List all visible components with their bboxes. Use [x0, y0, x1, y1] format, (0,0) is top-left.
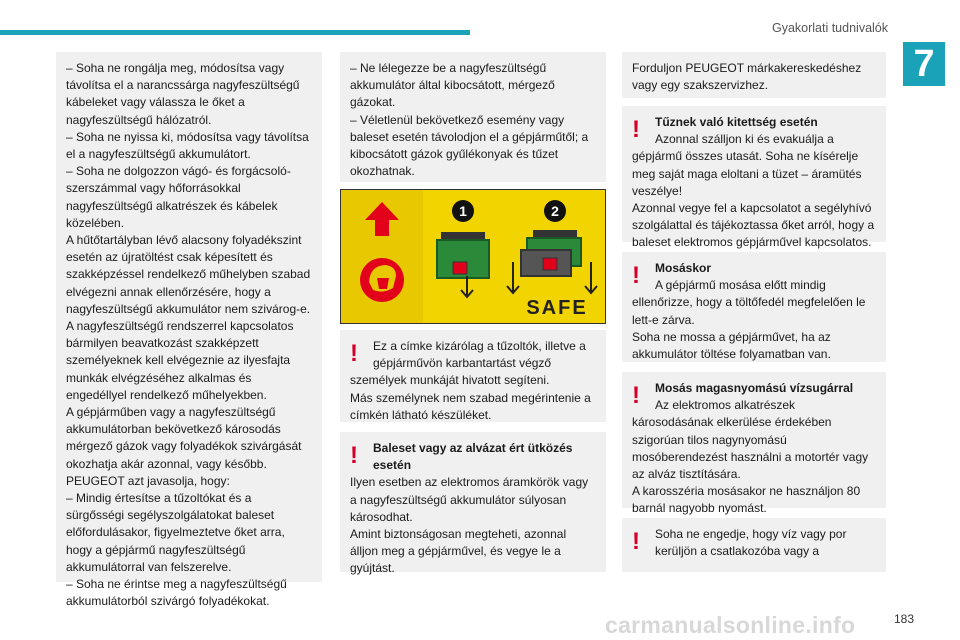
label-right-icons — [423, 190, 605, 323]
warning-icon: ! — [632, 382, 640, 409]
column-1-text: – Soha ne rongálja meg, módosítsa vagy távolítsa el a narancssárga nagyfeszültségű kábeleket vagy válassza le őket a nagyfeszültségű hálózatról. – Soha ne nyissa ki, módosítsa vagy távolítsa el a nagyfeszültségű akkumulátort. – Soha ne dolgozzon vágó- és forgácsoló-szerszámmal vagy hőforrásokkal nagyfeszültségű alkatrészek és kábelek közelében. A hűtőtartályban lévő alacsony folyadékszint esetén az újratöltést csak képesített és szakképzéssel rendelkező műhelyben szabad elvégezni annak ellenőrzésére, hogy a nagyfeszültségű akkumulátor nem szivárog-e. A nagyfeszültségű rendszerrel kapcsolatos bármilyen beavatkozást szakképzett személyeknek kell elvégeznie az ilyesfajta munkák elvégzéséhez alkalmas és engedéllyel rendelkező műhelyekben. A gépjárműben vagy a nagyfeszültségű akkumulátorban bekövetkező károsodás mérgező gázok vagy folyadékok szivárgását okozhatja akár azonnal, vagy később. PEUGEOT azt javasolja, hogy: – Mindig értesítse a tűzoltókat és a sürgősségi segélyszolgálatokat baleset előfordulásakor, figyelmeztetve őket arra, hogy a gépjármű nagyfeszültségű akkumulátorral van felszerelve. – Soha ne érintse meg a nagyfeszültségű akkumulátorból szivárgó folyadékokat. — [66, 61, 311, 609]
warning-title: Mosáskor — [655, 261, 712, 275]
column-3-panel — [622, 52, 886, 98]
badge-1-text: 1 — [459, 203, 467, 219]
warning-icon: ! — [632, 116, 640, 143]
warning-body: gépjármű összes utasát. Soha ne kísérelje meg saját maga eloltani a tüzet – áramütés veszélye! Azonnal vegye fel a kapcsolatot a segélyhívó szolgálattal és tájékoztassa őket arról, hogy a baleset elektromos gépjárművel kapcsolatos. — [632, 149, 875, 250]
label-right-panel — [423, 190, 605, 323]
warning-first-line: Azonnal szálljon ki és evakuálja a — [655, 132, 834, 147]
safe-label-text: SAFE — [526, 297, 588, 319]
warning-first-line: Soha ne engedje, hogy víz vagy por — [655, 527, 847, 541]
warning-body: károsodásának elkerülése érdekében szigorúan tilos nagynyomású mosóberendezést használni a motortér vagy az alváz tisztítására. A karosszéria mosásakor ne használjon 80 barnál nagyobb nyomást. — [632, 415, 869, 516]
warning-washing — [622, 252, 886, 362]
column-1-panel — [56, 52, 322, 609]
header-accent-bar — [0, 30, 470, 35]
connector-plugged-icon — [437, 232, 489, 297]
chapter-badge: 7 — [903, 42, 945, 86]
warning-title: Tűznek való kitettség esetén — [655, 115, 818, 129]
badge-2-text: 2 — [551, 203, 559, 219]
warning-icon: ! — [632, 528, 640, 555]
label-left-icons — [341, 190, 423, 323]
warning-high-pressure — [622, 372, 886, 516]
page-number: 183 — [893, 612, 914, 626]
warning-icon: ! — [632, 262, 640, 289]
warning-title: Baleset vagy az alvázat ért ütközés esetén — [373, 441, 573, 473]
hv-safety-label — [340, 189, 606, 324]
warning-body: személyek munkáját hivatott segíteni. Más személynek nem szabad megérintenie a címkén látható készüléket. — [350, 373, 591, 422]
warning-accident — [340, 432, 606, 576]
section-title: Gyakorlati tudnivalók — [771, 21, 888, 35]
warning-second-line: kerüljön a csatlakozóba vagy a — [655, 544, 820, 559]
up-arrow-icon — [365, 202, 399, 236]
warning-water-dust — [622, 518, 886, 572]
warning-body: ellenőrizze, hogy a töltőfedél megfelelően le lett-e zárva. Soha ne mossa a gépjárművet, ha az akkumulátor töltése folyamatban van. — [632, 295, 866, 362]
warning-second-line: gépjárművön karbantartást végző — [373, 356, 552, 371]
warning-title: Mosás magasnyomású vízsugárral — [655, 381, 854, 395]
badge-2-icon — [544, 200, 566, 222]
column-2-panel — [340, 52, 606, 182]
warning-icon: ! — [350, 442, 358, 469]
firefighter-helmet-icon — [360, 258, 404, 302]
badge-1-icon — [452, 200, 474, 222]
warning-first-line: Ez a címke kizárólag a tűzoltók, illetve a — [373, 339, 586, 353]
warning-fire — [622, 106, 886, 250]
column-2-text: – Ne lélegezze be a nagyfeszültségű akkumulátor által kibocsátott, mérgező gázokat. – Véletlenül bekövetkező esemény vagy baleset esetén távolodjon el a gépjárműtől; a kibocsátott gázok gyűlékonyak és tűzet okozhatnak. — [350, 61, 589, 179]
label-left-panel — [341, 190, 423, 323]
warning-icon: ! — [350, 340, 358, 367]
warning-body: Ilyen esetben az elektromos áramkörök vagy a nagyfeszültségű akkumulátor súlyosan károsodhat. Amint biztonságosan megteheti, azonnal álljon meg a gépjárművel, és vegye le a gyújtást. — [350, 475, 589, 576]
warning-first-line: A gépjármű mosása előtt mindig — [655, 278, 826, 293]
connector-unplugged-icon — [507, 230, 597, 293]
watermark: carmanualsonline.info — [605, 612, 856, 638]
warning-label-use — [340, 330, 606, 422]
warning-first-line: Az elektromos alkatrészek — [655, 398, 796, 413]
column-3-text: Forduljon PEUGEOT márkakereskedéshez vagy egy szakszervizhez. — [632, 61, 862, 93]
